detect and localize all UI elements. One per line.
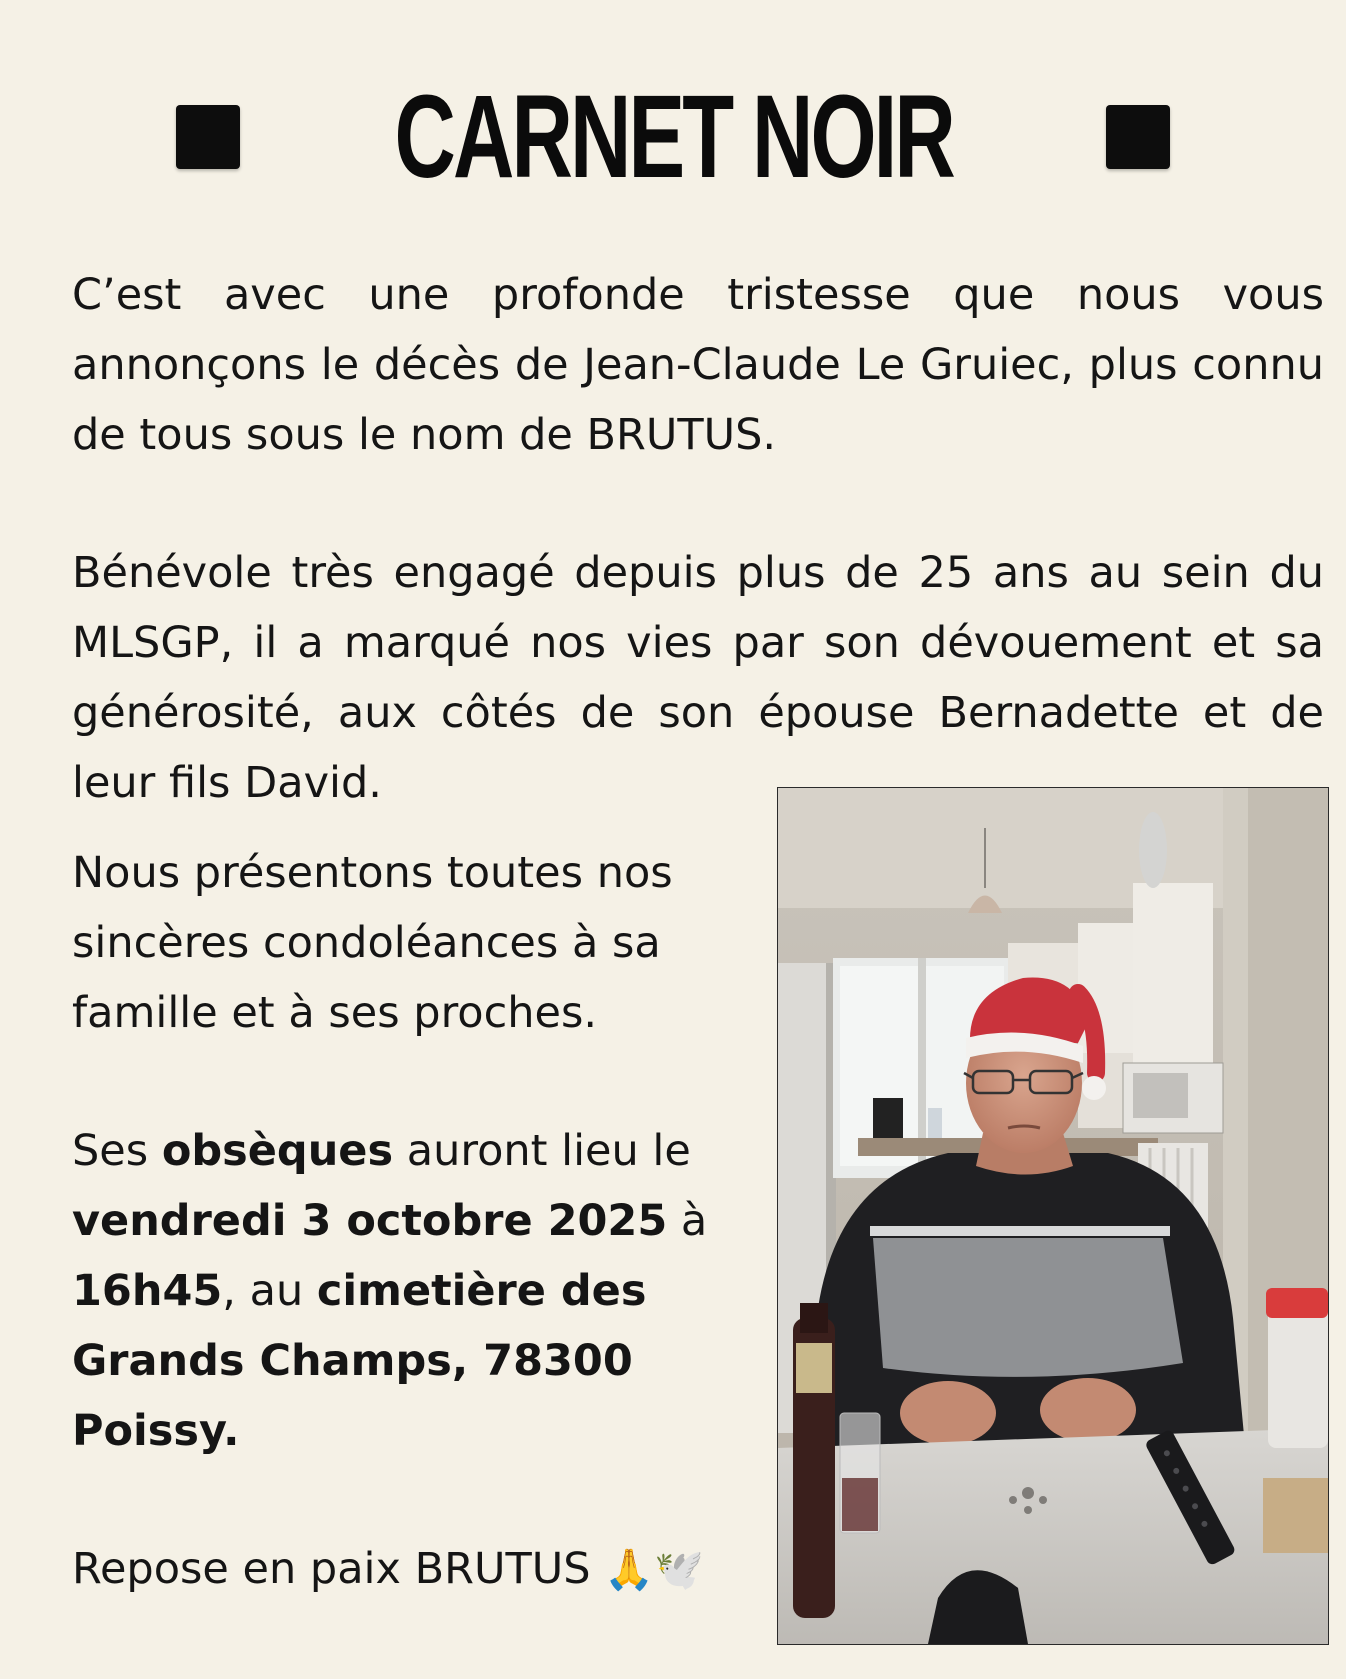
header bbox=[0, 72, 1346, 202]
funeral-keyword: obsèques bbox=[161, 1126, 394, 1176]
funeral-text: à bbox=[667, 1196, 708, 1246]
volunteer-paragraph: Bénévole très engagé depuis plus de 25 ans au sein du MLSGP, il a marqué nos vies par son dévouement et sa générosité, aux côtés de son épouse Bernadette et de leur fils David. bbox=[72, 548, 1324, 808]
portrait-photo bbox=[777, 787, 1329, 1645]
black-square-icon bbox=[176, 105, 240, 169]
condolences-paragraph: Nous présentons toutes nos sincères condoléances à sa famille et à ses proches. bbox=[72, 848, 673, 1038]
funeral-location: cimetière des Grands Champs, 78300 Poissy. bbox=[72, 1266, 647, 1456]
black-square-icon bbox=[1106, 105, 1170, 169]
closing-line bbox=[72, 1534, 762, 1605]
page-title: CARNET NOIR bbox=[394, 71, 954, 203]
closing-text: Repose en paix BRUTUS bbox=[72, 1544, 605, 1594]
prayer-dove-icon: 🙏🕊️ bbox=[604, 1547, 704, 1593]
funeral-text: Ses bbox=[72, 1126, 162, 1176]
funeral-date: vendredi 3 octobre 2025 bbox=[72, 1196, 668, 1246]
funeral-text: auront lieu le bbox=[393, 1126, 691, 1176]
portrait-illustration bbox=[778, 788, 1328, 1644]
announcement-paragraph: C’est avec une profonde tristesse que nous vous annonçons le décès de Jean-Claude Le Gruiec, plus connu de tous sous le nom de BRUTUS. bbox=[72, 270, 1324, 460]
funeral-time: 16h45 bbox=[72, 1266, 223, 1316]
funeral-text: , au bbox=[222, 1266, 317, 1316]
funeral-paragraph bbox=[72, 1116, 762, 1466]
